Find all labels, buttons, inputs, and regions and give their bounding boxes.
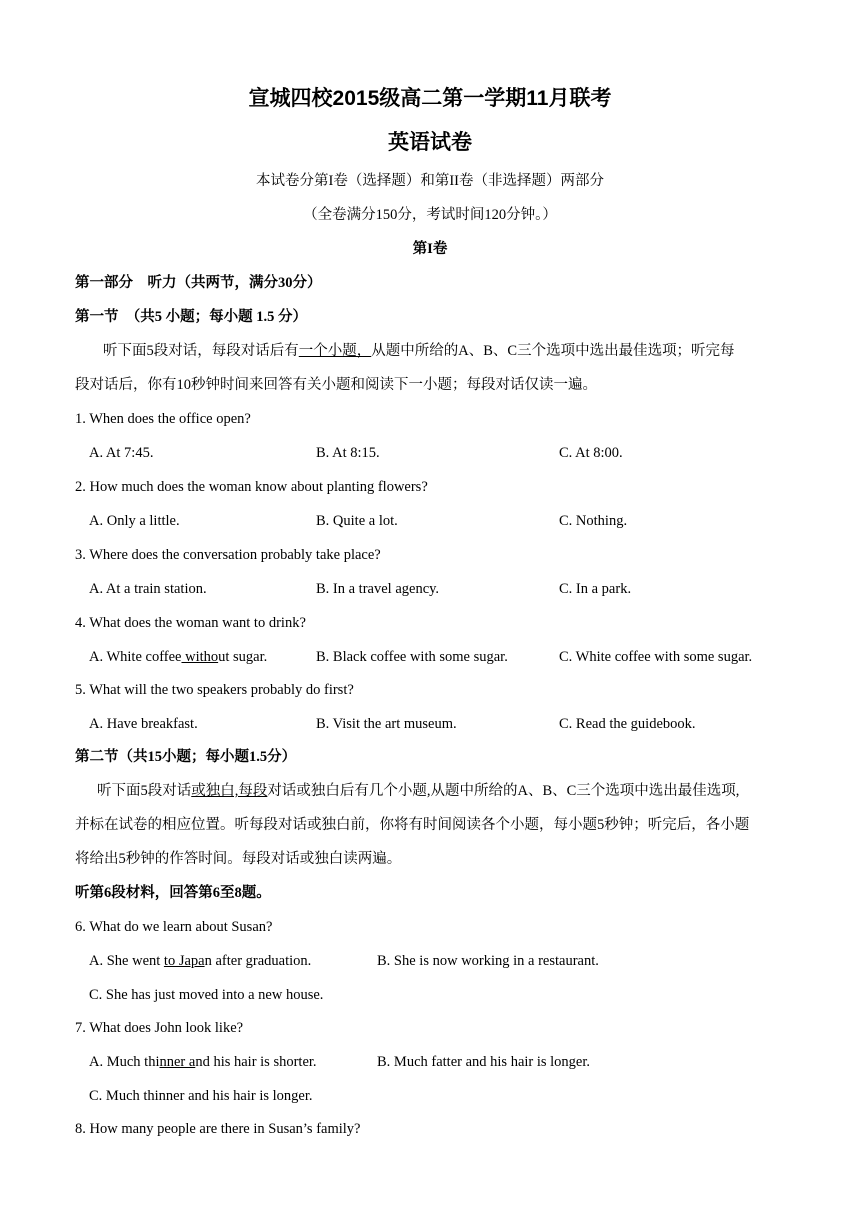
instr-underlined: 或独白,每段: [191, 783, 268, 799]
q1-option-b: B. At 8:15.: [316, 445, 380, 461]
q3-option-a: A. At a train station.: [89, 581, 207, 597]
option-underlined: nner a: [159, 1054, 196, 1070]
section2-instruction-line-2: 并标在试卷的相应位置。听每段对话或独白前，你将有时间阅读各个小题，每小题5秒钟；听完后，各小题: [75, 817, 750, 833]
q2-option-b: B. Quite a lot.: [316, 513, 398, 529]
option-text: A. She went: [89, 953, 164, 969]
question-4: 4. What does the woman want to drink?: [75, 615, 306, 631]
question-8: 8. How many people are there in Susan’s family?: [75, 1121, 361, 1137]
q4-option-a: [89, 648, 267, 666]
instr-underlined: 一个小题，: [298, 343, 372, 359]
section2-heading: 第二节（共15小题；每小题1.5分）: [75, 749, 297, 765]
intro-line-1: 本试卷分第I卷（选择题）和第II卷（非选择题）两部分: [256, 173, 604, 189]
q1-option-a: A. At 7:45.: [89, 445, 154, 461]
q7-option-b: B. Much fatter and his hair is longer.: [377, 1054, 591, 1070]
question-6: 6. What do we learn about Susan?: [75, 919, 273, 935]
instr-text: 听下面5段对话: [97, 783, 192, 799]
option-underlined: to Japa: [163, 953, 205, 969]
q5-option-c: C. Read the guidebook.: [559, 716, 696, 732]
q1-option-c: C. At 8:00.: [559, 445, 623, 461]
question-1: 1. When does the office open?: [75, 411, 251, 427]
q5-option-a: A. Have breakfast.: [89, 716, 198, 732]
section2-instruction-line-1: [97, 782, 739, 800]
exam-title: 宣城四校2015级高二第一学期11月联考: [248, 87, 612, 110]
option-text: ut sugar.: [218, 649, 268, 665]
q7-option-a: [89, 1053, 317, 1071]
option-text: A. White coffee: [89, 649, 182, 665]
question-7: 7. What does John look like?: [75, 1020, 244, 1036]
q5-option-b: B. Visit the art museum.: [316, 716, 457, 732]
option-text: nd his hair is shorter.: [195, 1054, 317, 1070]
question-5: 5. What will the two speakers probably do first?: [75, 682, 354, 698]
instr-text: 听下面5段对话，每段对话后有: [103, 343, 299, 359]
intro-line-2: （全卷满分150分，考试时间120分钟。）: [303, 207, 557, 223]
q3-option-c: C. In a park.: [559, 581, 632, 597]
part1-heading: 第一部分 听力（共两节，满分30分）: [75, 275, 322, 291]
question-2: 2. How much does the woman know about planting flowers?: [75, 479, 428, 495]
q6-option-b: B. She is now working in a restaurant.: [377, 953, 599, 969]
exam-subtitle: 英语试卷: [388, 131, 472, 154]
volume-heading: 第I卷: [412, 241, 448, 257]
section2-instruction-line-3: 将给出5秒钟的作答时间。每段对话或独白读两遍。: [75, 851, 402, 867]
question-3: 3. Where does the conversation probably take place?: [75, 547, 381, 563]
instr-text: 对话或独白后有几个小题,从题中所给的A、B、C三个选项中选出最佳选项,: [267, 783, 740, 799]
q3-option-b: B. In a travel agency.: [316, 581, 440, 597]
q2-option-a: A. Only a little.: [89, 513, 180, 529]
q4-option-b: B. Black coffee with some sugar.: [316, 649, 508, 665]
instr-text: 从题中所给的A、B、C三个选项中选出最佳选项；听完每: [371, 343, 735, 359]
section1-instruction-line-2: 段对话后，你有10秒钟时间来回答有关小题和阅读下一小题；每段对话仅读一遍。: [75, 377, 597, 393]
q7-option-c: C. Much thinner and his hair is longer.: [89, 1088, 313, 1104]
q6-option-c: C. She has just moved into a new house.: [89, 987, 324, 1003]
section1-instruction-line-1: [103, 342, 735, 360]
q6-option-a: [89, 952, 311, 970]
section1-heading: 第一节 （共5 小题；每小题 1.5 分）: [75, 309, 307, 325]
group-heading-6-8: 听第6段材料，回答第6至8题。: [75, 885, 271, 901]
option-text: n after graduation.: [204, 953, 312, 969]
q2-option-c: C. Nothing.: [559, 513, 628, 529]
q4-option-c: C. White coffee with some sugar.: [559, 649, 753, 665]
option-text: A. Much thi: [89, 1054, 160, 1070]
option-underlined: witho: [181, 649, 219, 665]
